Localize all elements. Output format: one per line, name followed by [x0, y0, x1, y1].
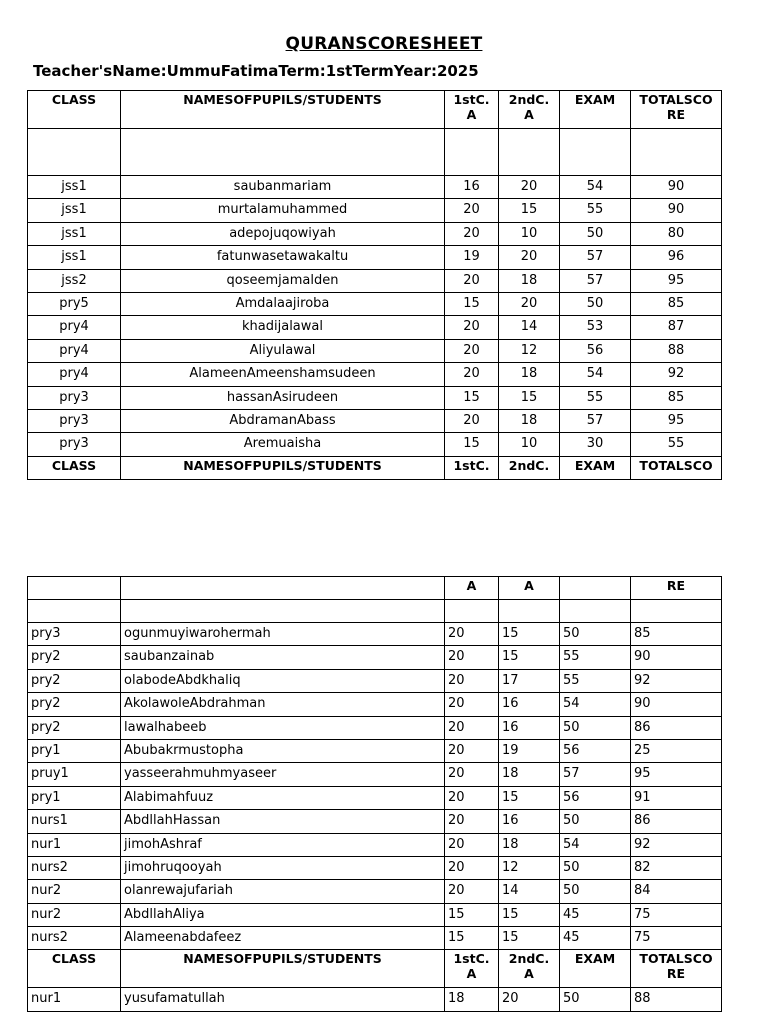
header-ca1-text: 1stC.	[453, 457, 490, 473]
name-cell: AbdramanAbass	[121, 409, 445, 432]
table-row	[28, 339, 722, 362]
table-row	[28, 222, 722, 245]
ca2-cell: 19	[499, 739, 560, 762]
total-cell: 90	[631, 646, 722, 669]
class-cell: pry4	[28, 316, 121, 339]
header-ca2	[499, 91, 560, 129]
class-cell: nur2	[28, 880, 121, 903]
total-cell: 87	[631, 316, 722, 339]
class-cell: nur2	[28, 903, 121, 926]
class-cell: pry4	[28, 363, 121, 386]
ca1-cell: 16	[445, 176, 499, 199]
name-cell: yusufamatullah	[121, 988, 445, 1011]
ca2-cell: 20	[499, 176, 560, 199]
table-row	[28, 763, 722, 786]
class-cell: jss1	[28, 199, 121, 222]
header-exam-text: EXAM	[574, 951, 616, 967]
exam-cell: 50	[560, 292, 631, 315]
table-row	[28, 716, 722, 739]
ca2-cell: 15	[499, 786, 560, 809]
header-exam: EXAM	[560, 91, 631, 129]
header-row	[28, 91, 722, 129]
header-ca2	[499, 950, 560, 988]
header-ca2-cont: A	[499, 577, 560, 600]
table-row	[28, 833, 722, 856]
name-cell: khadijalawal	[121, 316, 445, 339]
ca2-cell: 15	[499, 386, 560, 409]
exam-cell: 55	[560, 199, 631, 222]
class-cell: jss1	[28, 246, 121, 269]
ca2-cell: 15	[499, 623, 560, 646]
table-row	[28, 903, 722, 926]
class-cell: pry3	[28, 623, 121, 646]
table-row	[28, 810, 722, 833]
ca1-cell: 20	[445, 316, 499, 339]
ca2-cell: 12	[499, 856, 560, 879]
ca1-cell: 15	[445, 386, 499, 409]
name-cell: adepojuqowiyah	[121, 222, 445, 245]
name-cell: Aliyulawal	[121, 339, 445, 362]
ca2-cell: 16	[499, 716, 560, 739]
name-cell: qoseemjamalden	[121, 269, 445, 292]
ca1-cell: 19	[445, 246, 499, 269]
class-cell: nur1	[28, 988, 121, 1011]
ca1-cell: 15	[445, 927, 499, 950]
class-cell: nurs2	[28, 856, 121, 879]
total-cell: 95	[631, 763, 722, 786]
total-cell: 25	[631, 739, 722, 762]
name-cell: Alameenabdafeez	[121, 927, 445, 950]
ca2-cell: 15	[499, 903, 560, 926]
exam-cell: 30	[560, 433, 631, 456]
exam-cell: 54	[560, 363, 631, 386]
name-cell: olanrewajufariah	[121, 880, 445, 903]
ca1-cell: 20	[445, 880, 499, 903]
class-cell: pry2	[28, 669, 121, 692]
name-cell: Amdalaajiroba	[121, 292, 445, 315]
class-cell: nurs1	[28, 810, 121, 833]
table-row	[28, 646, 722, 669]
total-cell: 92	[631, 363, 722, 386]
ca2-cell: 14	[499, 880, 560, 903]
header-ca1-bottom: A	[466, 107, 477, 122]
total-cell: 90	[631, 693, 722, 716]
header-names	[121, 456, 445, 479]
ca1-cell: 20	[445, 833, 499, 856]
ca1-cell: 20	[445, 363, 499, 386]
total-cell: 95	[631, 269, 722, 292]
total-cell: 88	[631, 988, 722, 1011]
header-total	[631, 91, 722, 129]
name-cell: jimohAshraf	[121, 833, 445, 856]
table-row	[28, 199, 722, 222]
header-class	[28, 456, 121, 479]
table-row	[28, 739, 722, 762]
header-names: NAMESOFPUPILS/STUDENTS	[121, 91, 445, 129]
exam-cell: 55	[560, 386, 631, 409]
exam-cell: 54	[560, 693, 631, 716]
total-cell: 85	[631, 386, 722, 409]
total-cell: 85	[631, 623, 722, 646]
ca2-cell: 15	[499, 646, 560, 669]
header-exam-text: EXAM	[574, 457, 616, 473]
table-row	[28, 623, 722, 646]
total-cell: 91	[631, 786, 722, 809]
header-total-text: RE	[666, 966, 686, 982]
header-continuation-row	[28, 577, 722, 600]
total-cell: 96	[631, 246, 722, 269]
table-row	[28, 363, 722, 386]
name-cell: yasseerahmuhmyaseer	[121, 763, 445, 786]
name-cell: Alabimahfuuz	[121, 786, 445, 809]
ca1-cell: 20	[445, 716, 499, 739]
name-cell: jimohruqooyah	[121, 856, 445, 879]
header-total	[631, 950, 722, 988]
total-cell: 82	[631, 856, 722, 879]
total-cell: 92	[631, 669, 722, 692]
ca2-cell: 18	[499, 269, 560, 292]
class-cell: pruy1	[28, 763, 121, 786]
class-cell: jss1	[28, 176, 121, 199]
ca2-cell: 18	[499, 409, 560, 432]
ca1-cell: 20	[445, 739, 499, 762]
total-cell: 90	[631, 176, 722, 199]
header-total	[631, 456, 722, 479]
header-ca1-text: 1stC.	[453, 951, 490, 967]
ca2-cell: 16	[499, 693, 560, 716]
header-total-bottom: RE	[666, 107, 686, 122]
name-cell: Aremuaisha	[121, 433, 445, 456]
table-row	[28, 176, 722, 199]
ca1-cell: 20	[445, 810, 499, 833]
empty-row	[28, 129, 722, 176]
header-total-text: TOTALSCO	[639, 457, 713, 473]
header-exam	[560, 950, 631, 988]
total-cell: 80	[631, 222, 722, 245]
total-cell: 90	[631, 199, 722, 222]
name-cell: murtalamuhammed	[121, 199, 445, 222]
total-cell: 75	[631, 927, 722, 950]
ca2-cell: 16	[499, 810, 560, 833]
name-cell: saubanmariam	[121, 176, 445, 199]
ca2-cell: 14	[499, 316, 560, 339]
ca1-cell: 20	[445, 623, 499, 646]
total-cell: 86	[631, 810, 722, 833]
total-cell: 92	[631, 833, 722, 856]
header-ca2-text: 2ndC.	[508, 951, 550, 967]
header-row	[28, 456, 722, 479]
exam-cell: 50	[560, 856, 631, 879]
table-row	[28, 669, 722, 692]
class-cell: pry5	[28, 292, 121, 315]
table-row	[28, 292, 722, 315]
name-cell: Abubakrmustopha	[121, 739, 445, 762]
class-cell: pry3	[28, 409, 121, 432]
ca2-cell: 18	[499, 363, 560, 386]
class-cell: pry1	[28, 739, 121, 762]
exam-cell: 53	[560, 316, 631, 339]
exam-cell: 54	[560, 833, 631, 856]
header-total-text: TOTALSCO	[639, 951, 713, 967]
name-cell: lawalhabeeb	[121, 716, 445, 739]
header-total-cont: RE	[631, 577, 722, 600]
ca2-cell: 20	[499, 246, 560, 269]
exam-cell: 55	[560, 646, 631, 669]
score-table-1	[27, 90, 722, 480]
class-cell: pry3	[28, 433, 121, 456]
header-ca2	[499, 456, 560, 479]
exam-cell: 56	[560, 739, 631, 762]
table-row	[28, 316, 722, 339]
ca1-cell: 20	[445, 199, 499, 222]
exam-cell: 45	[560, 927, 631, 950]
exam-cell: 50	[560, 810, 631, 833]
ca1-cell: 20	[445, 409, 499, 432]
total-cell: 95	[631, 409, 722, 432]
exam-cell: 50	[560, 623, 631, 646]
header-class-text: CLASS	[51, 457, 97, 473]
total-cell: 85	[631, 292, 722, 315]
ca1-cell: 15	[445, 292, 499, 315]
ca2-cell: 20	[499, 292, 560, 315]
ca1-cell: 20	[445, 763, 499, 786]
header-ca2-top: 2ndC.	[508, 92, 550, 107]
ca2-cell: 20	[499, 988, 560, 1011]
ca1-cell: 15	[445, 433, 499, 456]
teacher-info: Teacher'sName:UmmuFatimaTerm:1stTermYear:2025	[33, 62, 479, 80]
header-names-text: NAMESOFPUPILS/STUDENTS	[183, 457, 382, 473]
name-cell: AbdllahAliya	[121, 903, 445, 926]
header-ca2-text: 2ndC.	[508, 457, 550, 473]
ca2-cell: 15	[499, 199, 560, 222]
ca1-cell: 20	[445, 786, 499, 809]
exam-cell: 45	[560, 903, 631, 926]
ca2-cell: 15	[499, 927, 560, 950]
ca1-cell: 20	[445, 222, 499, 245]
exam-cell: 57	[560, 269, 631, 292]
header-ca1-cont: A	[445, 577, 499, 600]
ca1-cell: 15	[445, 903, 499, 926]
header-names-text: NAMESOFPUPILS/STUDENTS	[183, 951, 382, 967]
ca2-cell: 12	[499, 339, 560, 362]
ca2-cell: 18	[499, 833, 560, 856]
table-row	[28, 246, 722, 269]
ca1-cell: 20	[445, 646, 499, 669]
ca2-cell: 10	[499, 222, 560, 245]
class-cell: jss2	[28, 269, 121, 292]
class-cell: pry1	[28, 786, 121, 809]
name-cell: fatunwasetawakaltu	[121, 246, 445, 269]
name-cell: AkolawoleAbdrahman	[121, 693, 445, 716]
ca2-cell: 17	[499, 669, 560, 692]
class-cell: pry2	[28, 646, 121, 669]
name-cell: olabodeAbdkhaliq	[121, 669, 445, 692]
exam-cell: 50	[560, 222, 631, 245]
total-cell: 88	[631, 339, 722, 362]
header-total-top: TOTALSCO	[639, 92, 713, 107]
total-cell: 86	[631, 716, 722, 739]
name-cell: AbdllahHassan	[121, 810, 445, 833]
name-cell: AlameenAmeenshamsudeen	[121, 363, 445, 386]
exam-cell: 57	[560, 409, 631, 432]
name-cell: ogunmuyiwarohermah	[121, 623, 445, 646]
ca2-cell: 18	[499, 763, 560, 786]
ca1-cell: 20	[445, 269, 499, 292]
total-cell: 75	[631, 903, 722, 926]
document-title: QURANSCORESHEET	[285, 34, 483, 54]
class-cell: pry3	[28, 386, 121, 409]
name-cell: saubanzainab	[121, 646, 445, 669]
empty-row	[28, 600, 722, 623]
header-ca1-text: A	[466, 966, 477, 982]
ca1-cell: 20	[445, 339, 499, 362]
exam-cell: 56	[560, 786, 631, 809]
table-row	[28, 927, 722, 950]
table-row	[28, 433, 722, 456]
table-row	[28, 693, 722, 716]
ca2-cell: 10	[499, 433, 560, 456]
exam-cell: 50	[560, 716, 631, 739]
header-ca1	[445, 950, 499, 988]
table-row	[28, 386, 722, 409]
class-cell: nurs2	[28, 927, 121, 950]
header-class	[28, 950, 121, 988]
table-row	[28, 988, 722, 1011]
header-class-text: CLASS	[51, 951, 97, 967]
table-row	[28, 856, 722, 879]
exam-cell: 57	[560, 763, 631, 786]
class-cell: pry4	[28, 339, 121, 362]
class-cell: pry2	[28, 693, 121, 716]
class-cell: pry2	[28, 716, 121, 739]
ca1-cell: 20	[445, 693, 499, 716]
ca1-cell: 20	[445, 669, 499, 692]
exam-cell: 50	[560, 880, 631, 903]
table-row	[28, 409, 722, 432]
total-cell: 84	[631, 880, 722, 903]
table-row	[28, 269, 722, 292]
total-cell: 55	[631, 433, 722, 456]
exam-cell: 50	[560, 988, 631, 1011]
header-ca1	[445, 456, 499, 479]
exam-cell: 54	[560, 176, 631, 199]
exam-cell: 56	[560, 339, 631, 362]
class-cell: jss1	[28, 222, 121, 245]
exam-cell: 57	[560, 246, 631, 269]
header-class: CLASS	[28, 91, 121, 129]
header-ca2-bottom: A	[524, 107, 534, 122]
class-cell: nur1	[28, 833, 121, 856]
header-ca2-text: A	[524, 966, 534, 982]
ca1-cell: 20	[445, 856, 499, 879]
header-exam	[560, 456, 631, 479]
header-row	[28, 950, 722, 988]
exam-cell: 55	[560, 669, 631, 692]
header-names	[121, 950, 445, 988]
header-ca1-top: 1stC.	[453, 92, 490, 107]
ca1-cell: 18	[445, 988, 499, 1011]
header-ca1	[445, 91, 499, 129]
table-row	[28, 786, 722, 809]
score-table-2	[27, 576, 722, 1012]
name-cell: hassanAsirudeen	[121, 386, 445, 409]
table-row	[28, 880, 722, 903]
